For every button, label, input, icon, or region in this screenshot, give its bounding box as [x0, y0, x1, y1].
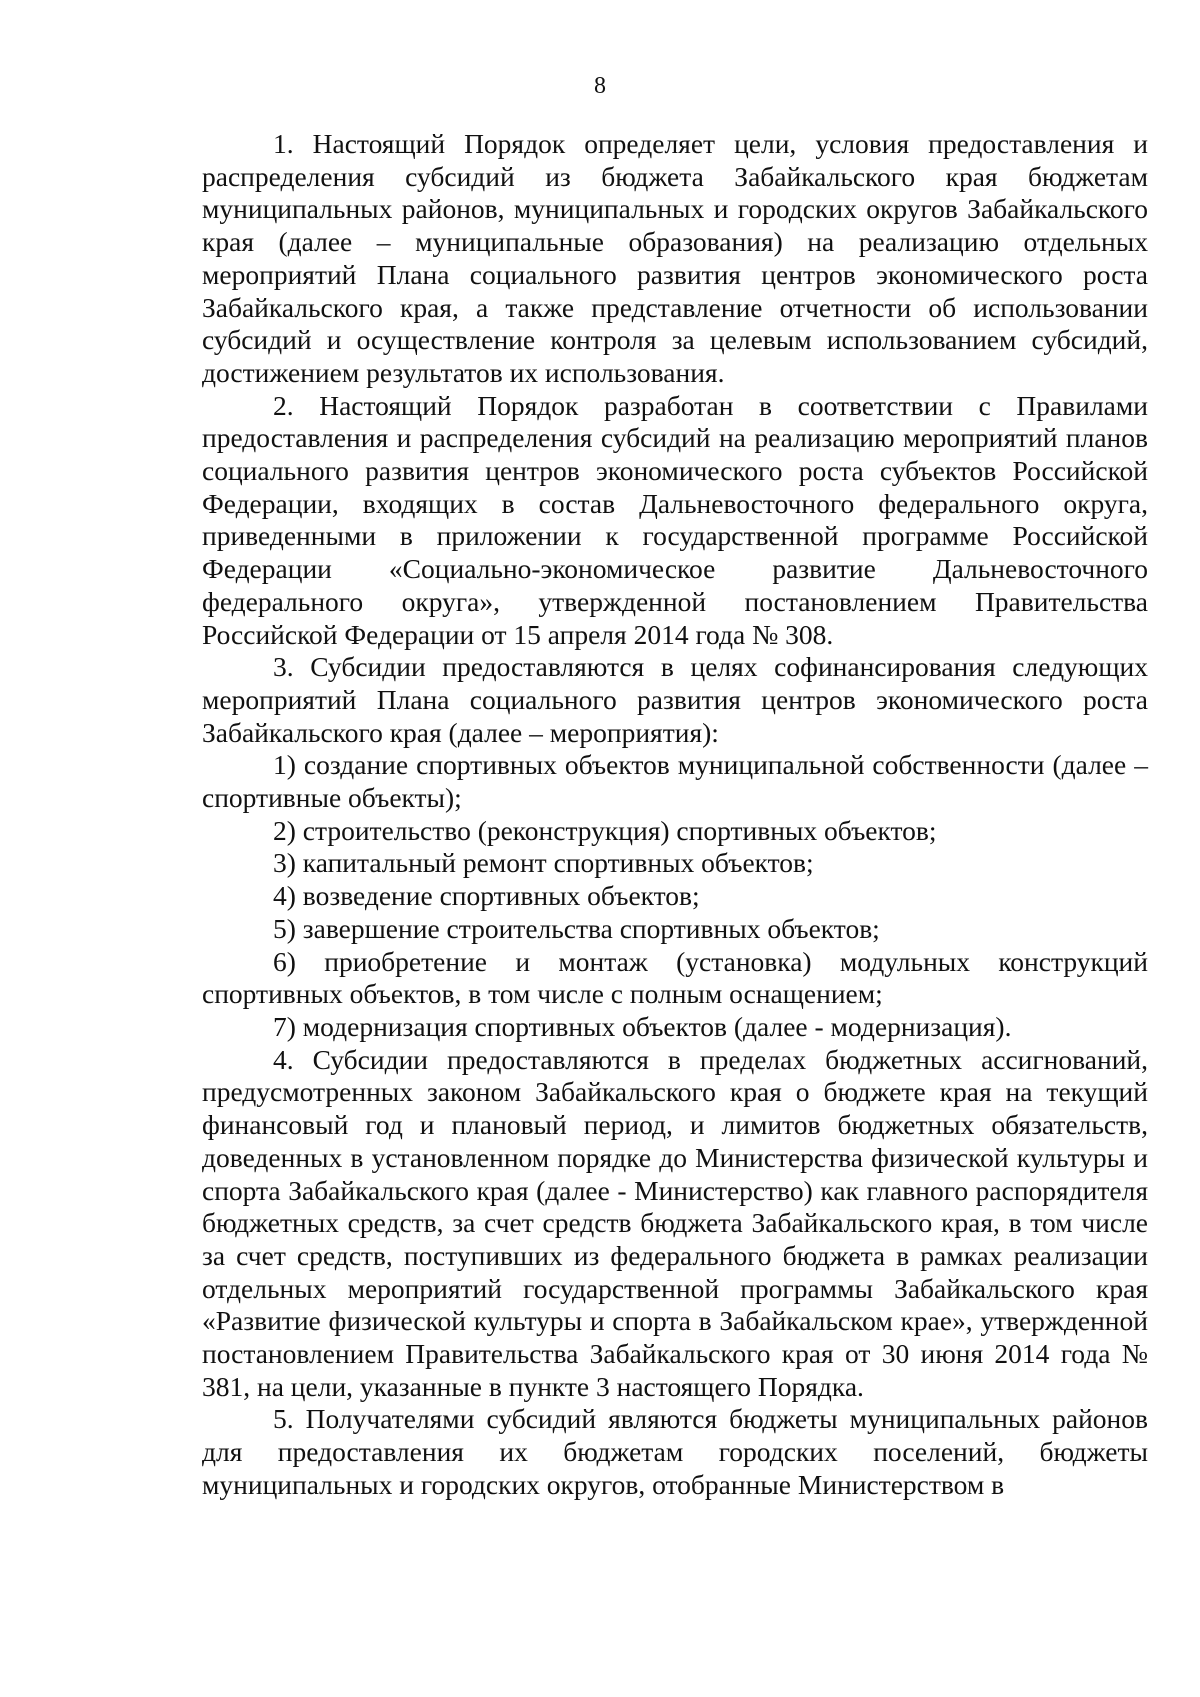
paragraph-5-recipients: 5. Получателями субсидий являются бюджеты муниципальных районов для предоставления их бюджетам городских поселений, бюджеты муниципальных и городских округов, отобранные Министерством в: [202, 1403, 1148, 1500]
paragraph-2-basis: 2. Настоящий Порядок разработан в соответствии с Правилами предоставления и распределения субсидий на реализацию мероприятий планов социального развития центров экономического роста субъектов Российской Федерации, входящих в состав Дальневосточного федерального округа, приведенными в приложении к государственной программе Российской Федерации «Социально-экономическое развитие Дальневосточного федерального округа», утвержденной постановлением Правительства Российской Федерации от 15 апреля 2014 года № 308.: [202, 389, 1148, 650]
list-item-5: 5) завершение строительства спортивных объектов;: [273, 912, 880, 944]
list-item-7: 7) модернизация спортивных объектов (далее - модернизация).: [273, 1010, 1012, 1042]
list-item-1: 1) создание спортивных объектов муниципальной собственности (далее – спортивные объекты);: [202, 749, 1148, 814]
page-number: 8: [594, 73, 606, 99]
paragraph-3-subsidy-goals: 3. Субсидии предоставляются в целях софинансирования следующих мероприятий Плана социального развития центров экономического роста Забайкальского края (далее – мероприятия):: [202, 651, 1148, 748]
paragraph-1-purpose: 1. Настоящий Порядок определяет цели, условия предоставления и распределения субсидий из бюджета Забайкальского края бюджетам муниципальных районов, муниципальных и городских округов Забайкальского края (далее – муниципальные образования) на реализацию отдельных мероприятий Плана социального развития центров экономического роста Забайкальского края, а также представление отчетности об использовании субсидий и осуществление контроля за целевым использованием субсидий, достижением результатов их использования.: [202, 128, 1148, 388]
paragraph-4-budget-limits: 4. Субсидии предоставляются в пределах бюджетных ассигнований, предусмотренных законом Забайкальского края о бюджете края на текущий финансовый год и плановый период, и лимитов бюджетных обязательств, доведенных в установленном порядке до Министерства физической культуры и спорта Забайкальского края (далее - Министерство) как главного распорядителя бюджетных средств, за счет средств бюджета Забайкальского края, в том числе за счет средств, поступивших из федерального бюджета в рамках реализации отдельных мероприятий государственной программы Забайкальского края «Развитие физической культуры и спорта в Забайкальском крае», утвержденной постановлением Правительства Забайкальского края от 30 июня 2014 года № 381, на цели, указанные в пункте 3 настоящего Порядка.: [202, 1043, 1148, 1402]
list-item-4: 4) возведение спортивных объектов;: [273, 880, 700, 912]
list-item-3: 3) капитальный ремонт спортивных объектов;: [273, 847, 814, 879]
list-item-6: 6) приобретение и монтаж (установка) модульных конструкций спортивных объектов, в том числе с полным оснащением;: [202, 945, 1148, 1010]
document-body: [202, 128, 1148, 1502]
list-item-2: 2) строительство (реконструкция) спортивных объектов;: [273, 814, 937, 846]
